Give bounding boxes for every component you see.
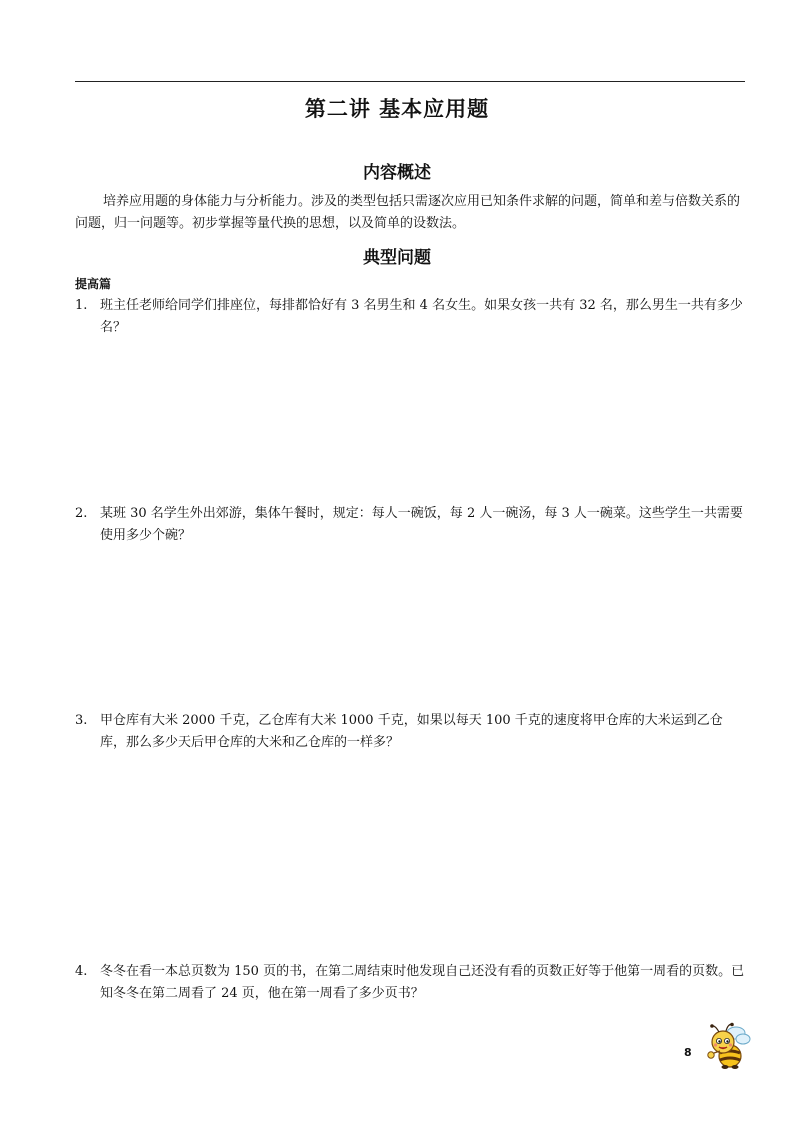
- problem-text: 甲仓库有大米 2000 千克，乙仓库有大米 1000 千克，如果以每天 100 千克的速度将甲仓库的大米运到乙仓库，那么多少天后甲仓库的大米和乙仓库的一样多？: [100, 713, 723, 750]
- page-number: 8: [684, 1046, 692, 1059]
- problem-text: 冬冬在看一本总页数为 150 页的书，在第二周结束时他发现自己还没有看的页数正好等于他第一周看的页数。已知冬冬在第二周看了 24 页，他在第一周看了多少页书？: [100, 964, 745, 1001]
- problem-number: 3.: [75, 713, 88, 728]
- problem-item: [75, 961, 745, 1005]
- problem-number: 2.: [75, 506, 88, 521]
- bee-mascot-icon: [703, 1022, 753, 1070]
- problem-item: [75, 503, 745, 547]
- subsection-label: 提高篇: [75, 277, 112, 291]
- problem-text: 班主任老师给同学们排座位，每排都恰好有 3 名男生和 4 名女生。如果女孩一共有 32 名，那么男生一共有多少名？: [100, 298, 743, 335]
- header-rule: [75, 81, 745, 82]
- problem-item: [75, 295, 745, 339]
- overview-heading: 内容概述: [363, 163, 431, 183]
- typical-problems-heading: 典型问题: [363, 248, 431, 268]
- page-title: 第二讲 基本应用题: [304, 97, 490, 121]
- problem-item: [75, 710, 745, 754]
- overview-text: 培养应用题的身体能力与分析能力。涉及的类型包括只需逐次应用已知条件求解的问题，简单和差与倍数关系的问题，归一问题等。初步掌握等量代换的思想，以及简单的设数法。: [75, 194, 741, 231]
- problem-number: 1.: [75, 298, 88, 313]
- problem-number: 4.: [75, 964, 88, 979]
- problem-text: 某班 30 名学生外出郊游，集体午餐时，规定：每人一碗饭，每 2 人一碗汤，每 3 人一碗菜。这些学生一共需要使用多少个碗？: [100, 506, 743, 543]
